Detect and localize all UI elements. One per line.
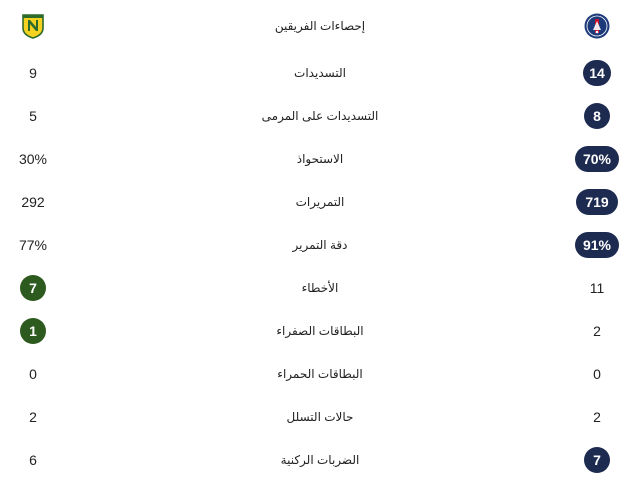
- away-value: 30%: [18, 151, 48, 167]
- away-value: 9: [29, 65, 37, 81]
- away-value-highlight: 7: [20, 275, 46, 301]
- home-value: 11: [589, 280, 605, 296]
- stat-label: التسديدات على المرمى: [261, 109, 379, 123]
- stat-label: الأخطاء: [301, 281, 339, 295]
- away-value: 292: [21, 194, 45, 210]
- stat-row-fouls: [0, 268, 640, 308]
- stat-label: التمريرات: [295, 195, 345, 209]
- home-value-highlight: 8: [584, 103, 610, 129]
- stats-title: إحصاءات الفريقين: [274, 19, 366, 33]
- away-value: 2: [29, 409, 37, 425]
- stat-label: البطاقات الصفراء: [276, 324, 364, 338]
- home-value: 0: [593, 366, 601, 382]
- stat-row-corners: [0, 440, 640, 480]
- home-value-highlight: 14: [583, 60, 611, 86]
- psg-crest-icon: [584, 13, 610, 39]
- home-value-highlight: 70%: [575, 146, 619, 172]
- stat-label: الاستحواذ: [296, 152, 344, 166]
- stat-row-pass-accuracy: [0, 225, 640, 265]
- stat-row-offsides: [0, 397, 640, 437]
- away-value-highlight: 1: [20, 318, 46, 344]
- stats-title-cell: [220, 6, 420, 46]
- away-value: 77%: [18, 237, 48, 253]
- home-value: 2: [593, 323, 601, 339]
- home-value-highlight: 7: [584, 447, 610, 473]
- stat-row-shots-on-target: [0, 96, 640, 136]
- stat-label: الضربات الركنية: [280, 453, 360, 467]
- stat-row-passes: [0, 182, 640, 222]
- stat-label: حالات التسلل: [286, 410, 354, 424]
- away-team-logo: [3, 6, 63, 46]
- stat-row-red-cards: [0, 354, 640, 394]
- away-value: 0: [29, 366, 37, 382]
- stat-label: البطاقات الحمراء: [277, 367, 363, 381]
- stat-row-shots: [0, 53, 640, 93]
- stat-row-yellow-cards: [0, 311, 640, 351]
- stat-label: التسديدات: [294, 66, 346, 80]
- home-team-logo: [567, 6, 627, 46]
- stat-label: دقة التمرير: [292, 238, 348, 252]
- away-value: 6: [29, 452, 37, 468]
- home-value-highlight: 91%: [575, 232, 619, 258]
- stats-header-row: [0, 6, 640, 46]
- away-value: 5: [29, 108, 37, 124]
- home-value: 2: [593, 409, 601, 425]
- nantes-crest-icon: [20, 13, 46, 39]
- stat-row-possession: [0, 139, 640, 179]
- home-value-highlight: 719: [576, 189, 618, 215]
